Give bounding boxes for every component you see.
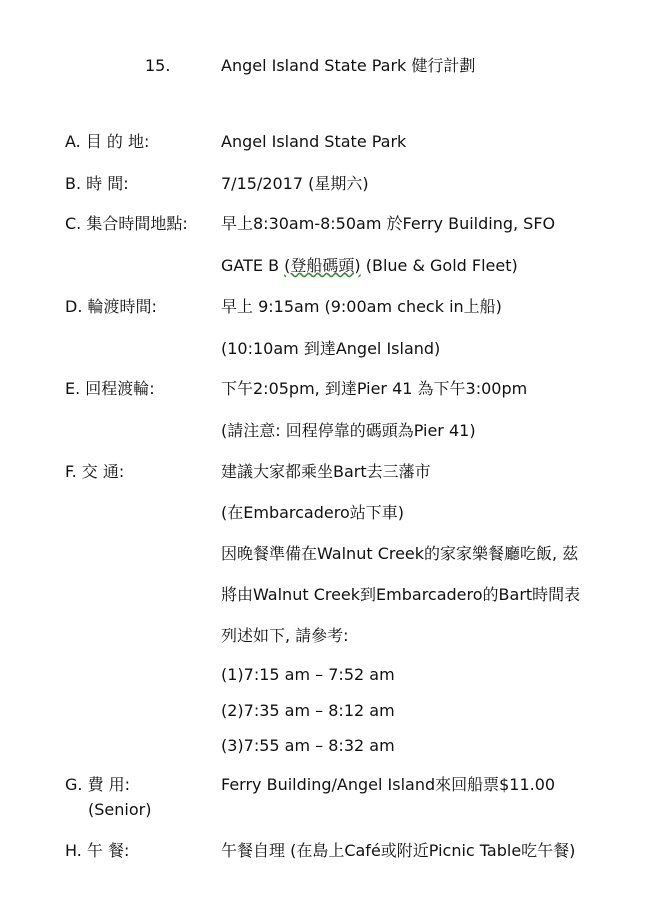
item-g-sublabel: (Senior) [88, 800, 152, 819]
section-number: 15. [145, 56, 171, 75]
item-e-line-2: (請注意: 回程停靠的碼頭為Pier 41) [221, 421, 476, 440]
item-f-label: F. 交 通: [65, 462, 125, 481]
item-c-line-1: 早上8:30am-8:50am 於Ferry Building, SFO [221, 214, 556, 233]
item-e-line-1: 下午2:05pm, 到達Pier 41 為下午3:00pm [221, 379, 528, 398]
item-f-line-3: 因晚餐準備在Walnut Creek的家家樂餐廳吃飯, 茲 [221, 544, 579, 563]
fleet-text: (Blue & Gold Fleet) [360, 256, 518, 275]
item-h-label: H. 午 餐: [65, 841, 130, 860]
item-a-label: A. 目 的 地: [65, 132, 150, 151]
bart-schedule-2: (2)7:35 am – 8:12 am [221, 701, 395, 720]
item-d-line-1: 早上 9:15am (9:00am check in上船) [221, 297, 502, 316]
item-g-value: Ferry Building/Angel Island來回船票$11.00 [221, 775, 556, 794]
item-f-line-2: (在Embarcadero站下車) [221, 503, 404, 522]
item-d-line-2: (10:10am 到達Angel Island) [221, 339, 441, 358]
item-c-line-2 [221, 256, 518, 276]
bart-schedule-3: (3)7:55 am – 8:32 am [221, 736, 395, 755]
item-f-line-1: 建議大家都乘坐Bart去三藩市 [221, 462, 431, 481]
item-c-label: C. 集合時間地點: [65, 214, 188, 233]
page-title: Angel Island State Park 健行計劃 [221, 56, 476, 75]
item-g-label: G. 費 用: [65, 775, 131, 794]
item-b-label: B. 時 間: [65, 174, 129, 193]
bart-schedule-1: (1)7:15 am – 7:52 am [221, 665, 395, 684]
item-e-label: E. 回程渡輪: [65, 379, 155, 398]
boarding-pier-text: (登船碼頭) [284, 256, 361, 275]
item-b-value: 7/15/2017 (星期六) [221, 174, 369, 193]
item-h-value: 午餐自理 (在島上Café或附近Picnic Table吃午餐) [221, 841, 576, 860]
item-a-value: Angel Island State Park [221, 132, 407, 151]
gate-text: GATE B [221, 256, 285, 275]
item-f-line-5: 列述如下, 請參考: [221, 626, 349, 645]
item-d-label: D. 輪渡時間: [65, 297, 157, 316]
item-f-line-4: 將由Walnut Creek到Embarcadero的Bart時間表 [221, 585, 581, 604]
